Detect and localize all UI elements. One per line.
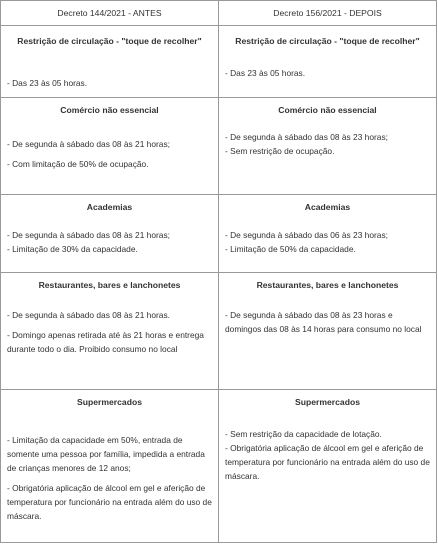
row-title: Academias xyxy=(86,202,133,212)
row-title: Academias xyxy=(304,202,351,212)
table-row xyxy=(1,273,437,390)
row-title: Comércio não essencial xyxy=(60,105,159,115)
row-title: Restaurantes, bares e lanchonetes xyxy=(256,280,399,290)
list-item: - Sem restrição de ocupação. xyxy=(225,146,335,156)
list-item: - Com limitação de 50% de ocupação. xyxy=(7,159,149,169)
line-list xyxy=(225,427,430,483)
line-list xyxy=(225,228,430,256)
line-list xyxy=(225,66,430,80)
list-item: - De segunda à sábado das 08 às 23 horas e domingos das 08 às 14 horas para consumo no local xyxy=(225,310,422,334)
before-cell xyxy=(1,273,219,390)
list-item: - De segunda à sábado das 08 às 21 horas. xyxy=(7,310,170,320)
list-item: - Sem restrição da capacidade de lotação. xyxy=(225,429,382,439)
list-item: - Das 23 às 05 horas. xyxy=(225,68,306,78)
row-title: Restrição de circulação - "toque de recolher" xyxy=(17,36,202,46)
line-list xyxy=(7,228,212,256)
table-row xyxy=(1,195,437,273)
table-row xyxy=(1,390,437,543)
before-cell xyxy=(1,98,219,195)
line-list xyxy=(225,308,430,336)
header-after: Decreto 156/2021 - DEPOIS xyxy=(219,1,437,26)
before-cell xyxy=(1,26,219,98)
list-item: - De segunda à sábado das 08 às 21 horas; xyxy=(7,139,170,149)
list-item: - Limitação de 30% da capacidade. xyxy=(7,244,138,254)
row-title: Comércio não essencial xyxy=(278,105,377,115)
line-list xyxy=(7,76,212,90)
row-title: Supermercados xyxy=(295,397,360,407)
row-title: Restaurantes, bares e lanchonetes xyxy=(38,280,181,290)
list-item: - Domingo apenas retirada até às 21 horas e entrega durante todo o dia. Proibido consumo no local xyxy=(7,330,204,354)
header-before: Decreto 144/2021 - ANTES xyxy=(1,1,219,26)
list-item: - Das 23 às 05 horas. xyxy=(7,78,88,88)
before-cell xyxy=(1,195,219,273)
list-item: - De segunda à sábado das 06 às 23 horas; xyxy=(225,230,388,240)
list-item: - Obrigatória aplicação de álcool em gel e aferição de temperatura por funcionário na entrada além do uso de máscara. xyxy=(7,483,212,521)
list-item: - Limitação de 50% da capacidade. xyxy=(225,244,356,254)
list-item: - Limitação da capacidade em 50%, entrada de somente uma pessoa por família, impedida a entrada de crianças menores de 12 anos; xyxy=(7,435,205,473)
list-item: - De segunda à sábado das 08 às 23 horas; xyxy=(225,132,388,142)
line-list xyxy=(225,130,430,158)
after-cell xyxy=(219,98,437,195)
after-cell xyxy=(219,390,437,543)
table-row xyxy=(1,26,437,98)
after-cell xyxy=(219,26,437,98)
header-row xyxy=(1,1,437,26)
list-item: - Obrigatória aplicação de álcool em gel e aferição de temperatura por funcionário na entrada além do uso de máscara. xyxy=(225,443,430,481)
after-cell xyxy=(219,273,437,390)
line-list xyxy=(7,433,212,523)
line-list xyxy=(7,137,212,171)
after-cell xyxy=(219,195,437,273)
row-title: Restrição de circulação - "toque de recolher" xyxy=(235,36,420,46)
table-row xyxy=(1,98,437,195)
line-list xyxy=(7,308,212,356)
list-item: - De segunda à sábado das 08 às 21 horas; xyxy=(7,230,170,240)
row-title: Supermercados xyxy=(77,397,142,407)
before-cell xyxy=(1,390,219,543)
